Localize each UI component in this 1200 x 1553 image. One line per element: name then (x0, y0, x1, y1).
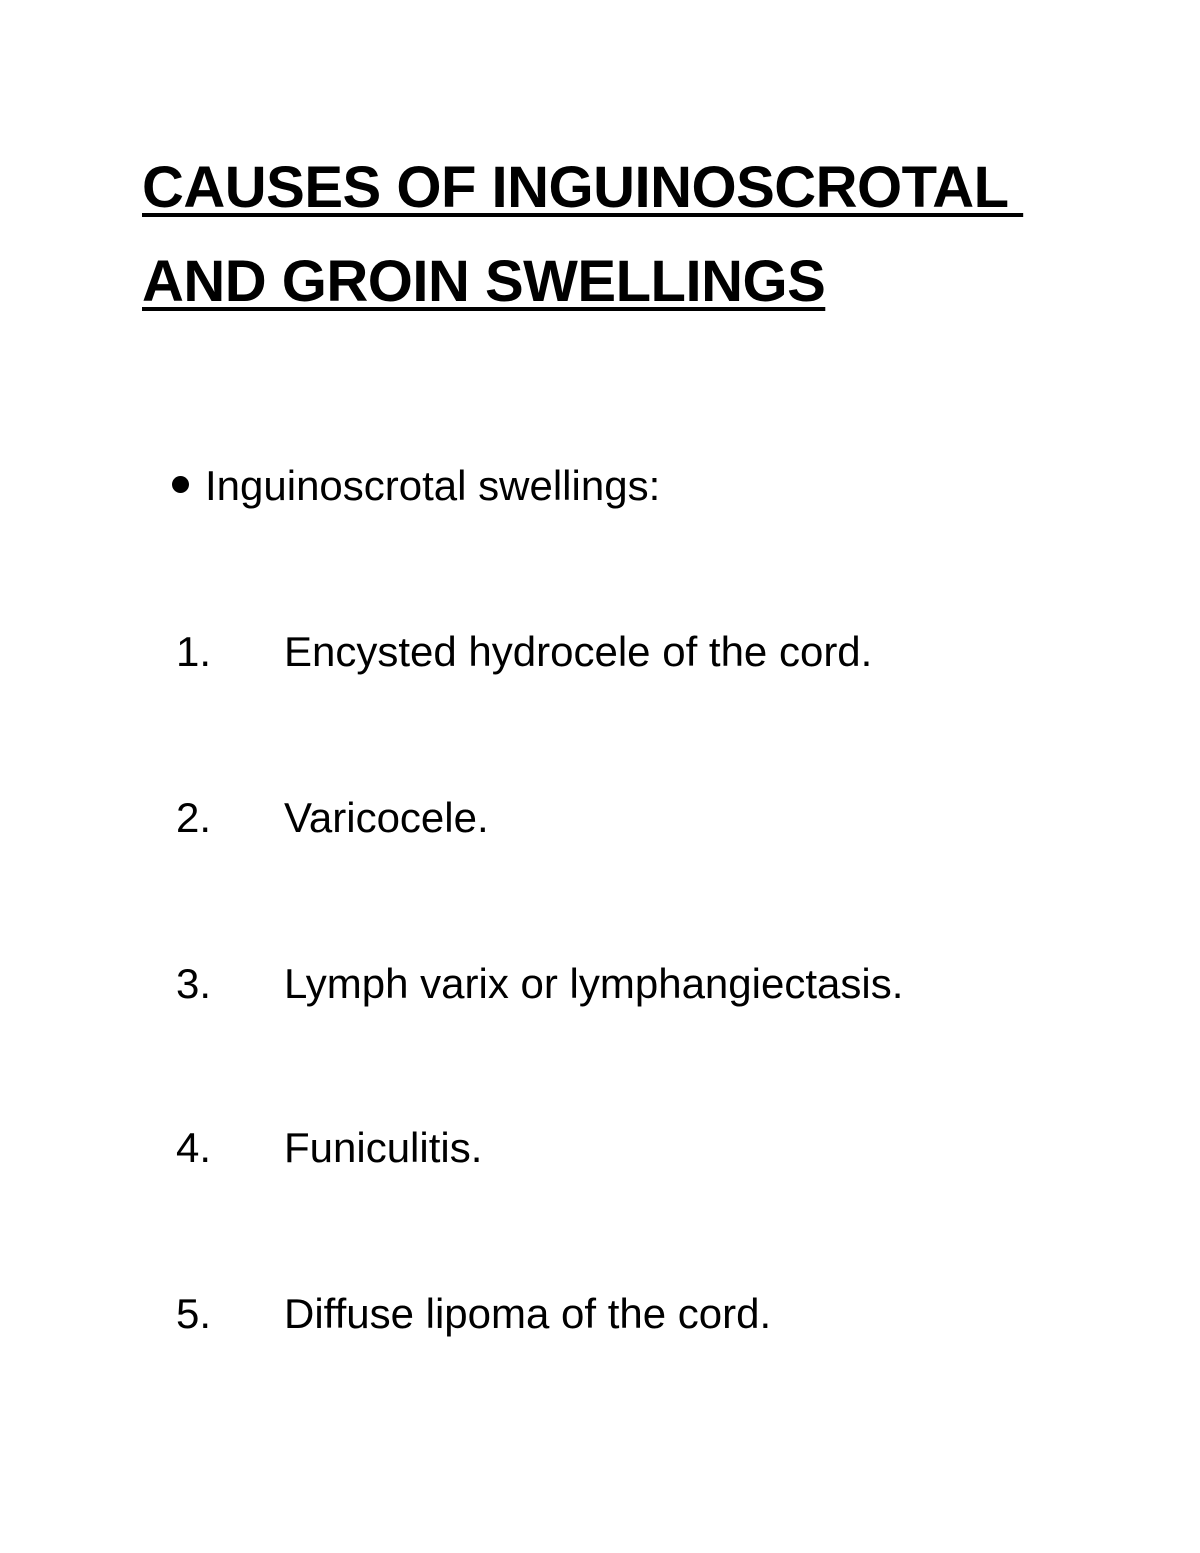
list-item-number: 4. (176, 1124, 212, 1171)
list-item (176, 628, 872, 676)
list-item (176, 794, 489, 842)
list-item-text: Varicocele. (284, 794, 489, 841)
list-item-number: 5. (176, 1290, 212, 1337)
list-item-text: Encysted hydrocele of the cord. (284, 628, 873, 675)
list-item-number: 2. (176, 794, 212, 841)
bullet-dot-icon (172, 476, 189, 493)
list-item (176, 1124, 482, 1172)
list-item-text: Diffuse lipoma of the cord. (284, 1290, 772, 1337)
list-item-text: Funiculitis. (284, 1124, 483, 1171)
list-item-text: Lymph varix or lymphangiectasis. (284, 960, 904, 1007)
list-item (176, 960, 903, 1008)
list-item-number: 1. (176, 628, 212, 675)
page-title-line-1: CAUSES OF INGUINOSCROTAL (142, 155, 1024, 220)
list-item (176, 1290, 771, 1338)
page-title-line-2: AND GROIN SWELLINGS (142, 249, 826, 314)
bullet-heading (172, 462, 660, 510)
list-item-number: 3. (176, 960, 212, 1007)
bullet-heading-text: Inguinoscrotal swellings: (205, 462, 661, 509)
